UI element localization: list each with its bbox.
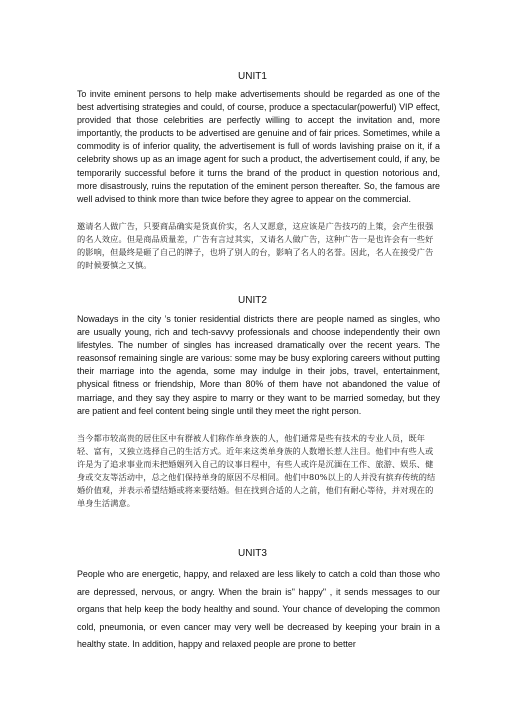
unit2-english-paragraph: Nowadays in the city ’s tonier residential districts there are people named as singles, who are usually young, rich and tech-savvy professionals and choose independently their own lifestyles. The number of singles has increased dramatically over the recent years. The reasonsof remaining single are various: some may be busy exploring careers without putting their marriage into the agenda, some may indulge in their jobs, travel, entertainment, physical fitness or friendship, More than 80% of them have not abandoned the value of marriage, and they say they aspire to marry or they want to be married someday, but they are patient and feel content being single until they meet the right person.: [77, 314, 440, 416]
unit2-heading: UNIT2: [238, 295, 267, 306]
unit1-english-paragraph: To invite eminent persons to help make advertisements should be regarded as one of the best advertising strategies and could, of course, produce a spectacular(powerful) VIP effect, provided that those celebrities are perfectly willing to accept the invitation and, more importantly, the products to be advertised are genuine and of fair prices. Sometimes, while a commodity is of inferior quality, the advertisement is full of words lavishing praise on it, if a celebrity shows up as an image agent for such a product, the advertisement could, if any, be temporarily successful before it turns the brand of the product in question notorious and, more disastrously, ruins the reputation of the eminent person thereafter. So, the famous are well advised to think more than twice before they agree to appear on the commercial.: [77, 89, 440, 204]
unit3-english-paragraph: People who are energetic, happy, and relaxed are less likely to catch a cold than those who are depressed, nervous, or angry. When the brain is" happy" , it sends messages to our organs that help keep the body healthy and sound. Your chance of developing the common cold, pneumonia, or even cancer may very well be decreased by keeping your brain in a healthy state. In addition, happy and relaxed people are prone to better: [77, 569, 440, 649]
unit1-heading: UNIT1: [238, 71, 267, 82]
unit1-chinese-paragraph: 邀请名人做广告，只要商品确实是货真价实，名人又愿意，这应该是广告技巧的上策，会产生很强的名人效应。但是商品质量差，广告有言过其实，又请名人做广告，这种广告一是也许会有一些好的影响，但最终是砸了自己的牌子，也坍了别人的台，影响了名人的名誉。因此，名人在接受广告的时候要慎之又慎。: [77, 221, 434, 270]
unit3-heading: UNIT3: [238, 548, 267, 559]
unit2-chinese-paragraph: 当今都市较高贵的居住区中有群被人们称作单身族的人，他们通常是些有技术的专业人员，既年轻、富有，又独立选择自己的生活方式。近年来这类单身族的人数增长惹人注目。他们中有些人或许是为了追求事业而未把婚姻列入自己的议事日程中，有些人或许是沉湎在工作、旅游、娱乐、健身或交友等活动中，总之他们保持单身的原因不尽相同。他们中80%以上的人并没有摈弃传统的结婚价值观，并表示希望结婚或将来要结婚。但在找到合适的人之前，他们有耐心等待，并对现在的单身生活满意。: [77, 433, 436, 508]
